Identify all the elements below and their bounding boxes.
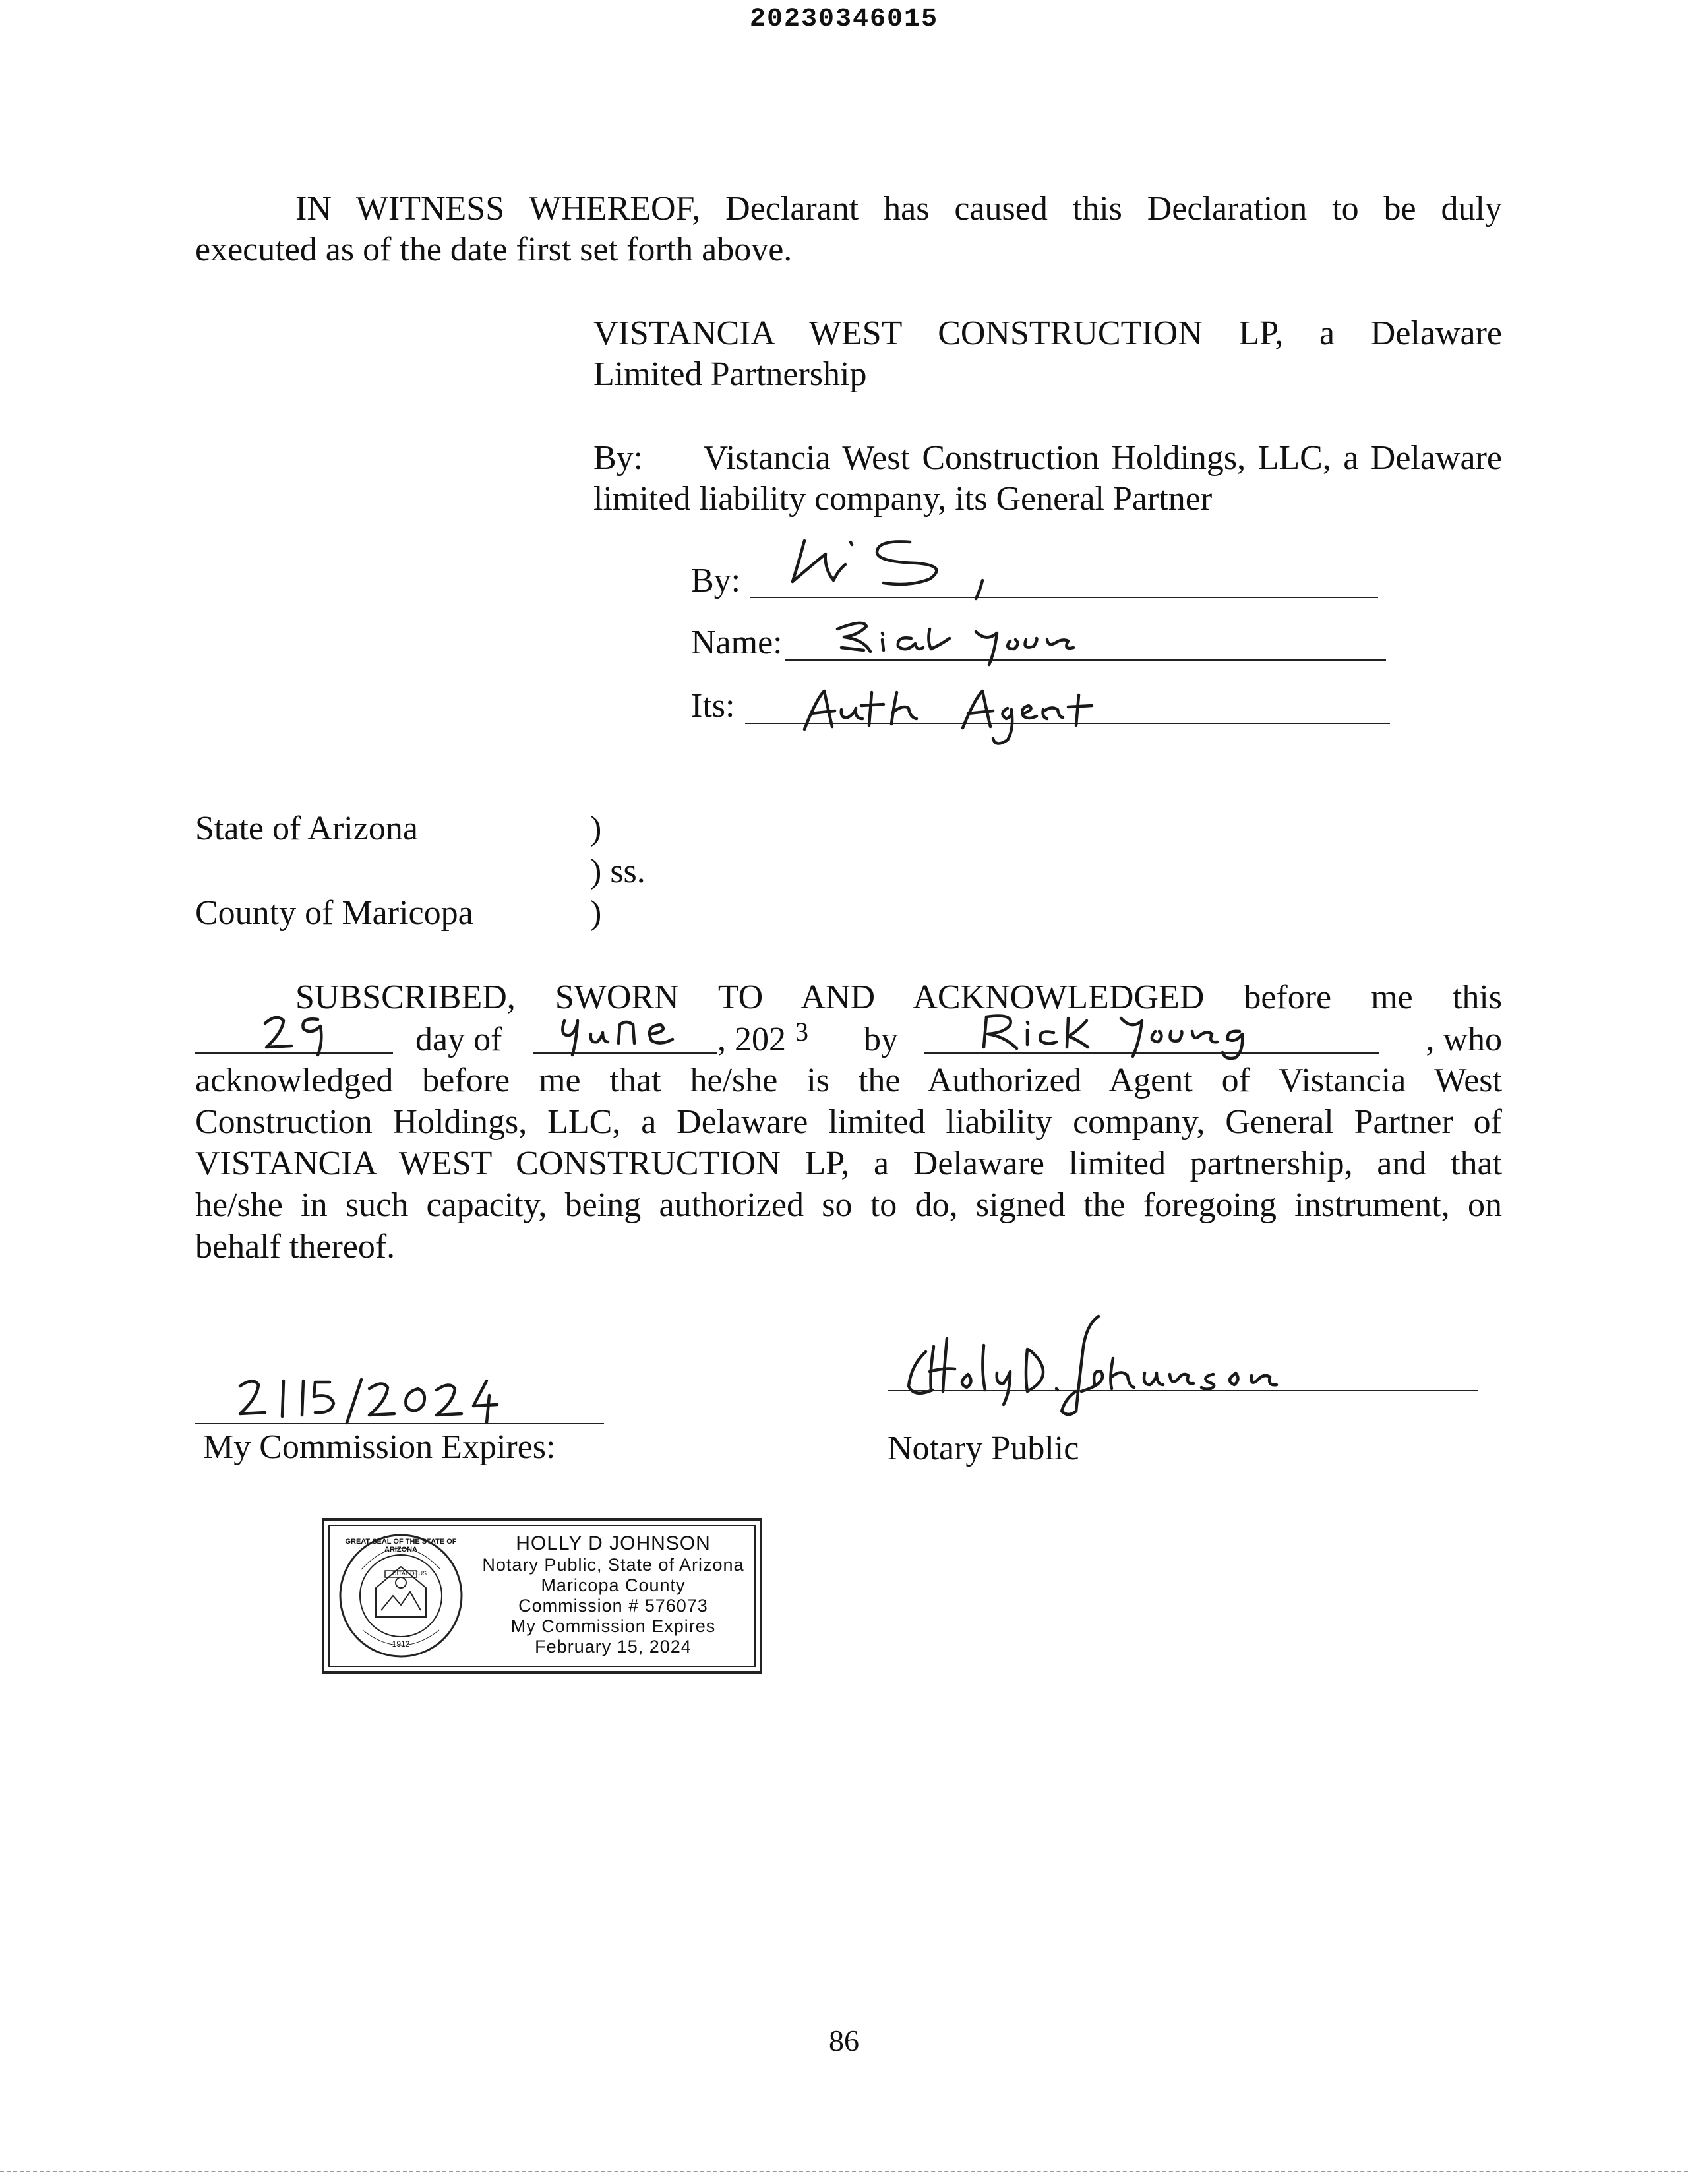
its-label: Its: — [691, 687, 735, 725]
venue-county: County of Maricopa — [195, 894, 473, 932]
who-text: , who — [1426, 1021, 1502, 1058]
handwritten-month — [553, 1012, 704, 1058]
seal-text: GREAT SEAL OF THE STATE OF ARIZONA — [345, 1538, 457, 1554]
by-text: by — [864, 1021, 898, 1058]
stamp-county: Maricopa County — [541, 1575, 686, 1595]
venue-state: State of Arizona — [195, 810, 418, 847]
handwritten-expiry-date — [231, 1373, 508, 1426]
handwritten-day — [257, 1009, 336, 1058]
venue-ss: ) ss. — [590, 853, 646, 890]
ack-line-6: he/she in such capacity, being authorized so to do, signed the foregoing instrument, on — [195, 1186, 1502, 1224]
entity-line-1: VISTANCIA WEST CONSTRUCTION LP, a Delaware — [593, 315, 1502, 352]
day-of-text: day of — [415, 1021, 502, 1058]
stamp-name: HOLLY D JOHNSON — [516, 1532, 711, 1554]
witness-line-1: IN WITNESS WHEREOF, Declarant has caused this Declaration to be duly — [295, 190, 1502, 228]
venue-paren-1: ) — [590, 810, 602, 847]
ack-line-5: VISTANCIA WEST CONSTRUCTION LP, a Delaware limited partnership, and that — [195, 1145, 1502, 1182]
notary-stamp-inner-border — [328, 1525, 756, 1667]
seal-motto: DITAT DEUS — [392, 1570, 427, 1577]
commission-expires-line — [195, 1423, 604, 1424]
ack-line-1: SUBSCRIBED, SWORN TO AND ACKNOWLEDGED before me this — [295, 979, 1502, 1016]
document-number: 20230346015 — [749, 5, 939, 34]
scan-bottom-edge — [0, 2171, 1688, 2172]
page-number: 86 — [829, 2024, 859, 2057]
ack-line-4: Construction Holdings, LLC, a Delaware limited liability company, General Partner of — [195, 1103, 1502, 1141]
stamp-expires-label: My Commission Expires — [510, 1616, 716, 1636]
by-partner-line-2: limited liability company, its General Partner — [593, 480, 1213, 518]
commission-expires-label: My Commission Expires: — [203, 1428, 556, 1466]
notary-signature — [903, 1312, 1325, 1424]
year-digit: 3 — [795, 1017, 808, 1046]
ack-line-3: acknowledged before me that he/she is the Authorized Agent of Vistancia West — [195, 1062, 1502, 1099]
handwritten-person — [969, 1008, 1273, 1060]
year-prefix: , 202 — [717, 1021, 786, 1058]
notary-public-label: Notary Public — [888, 1430, 1079, 1467]
handwritten-name — [824, 613, 1101, 666]
notary-signature-line — [888, 1390, 1478, 1391]
handwritten-title — [798, 679, 1108, 752]
witness-line-2: executed as of the date first set forth above. — [195, 231, 793, 268]
stamp-commission: Commission # 576073 — [518, 1596, 708, 1616]
stamp-text-block — [475, 1532, 752, 1657]
by-label: By: — [691, 562, 741, 599]
stamp-expires-date: February 15, 2024 — [535, 1637, 692, 1656]
venue-paren-3: ) — [590, 894, 602, 932]
ack-line-7: behalf thereof. — [195, 1228, 396, 1265]
stamp-title: Notary Public, State of Arizona — [482, 1555, 744, 1575]
entity-line-2: Limited Partnership — [593, 355, 867, 393]
name-label: Name: — [691, 624, 783, 661]
notary-stamp — [322, 1518, 762, 1674]
by-partner-line-1: By: Vistancia West Construction Holdings, LLC, a Delaware — [593, 439, 1502, 477]
authorized-signature — [785, 528, 1009, 600]
seal-year: 1912 — [392, 1639, 410, 1649]
